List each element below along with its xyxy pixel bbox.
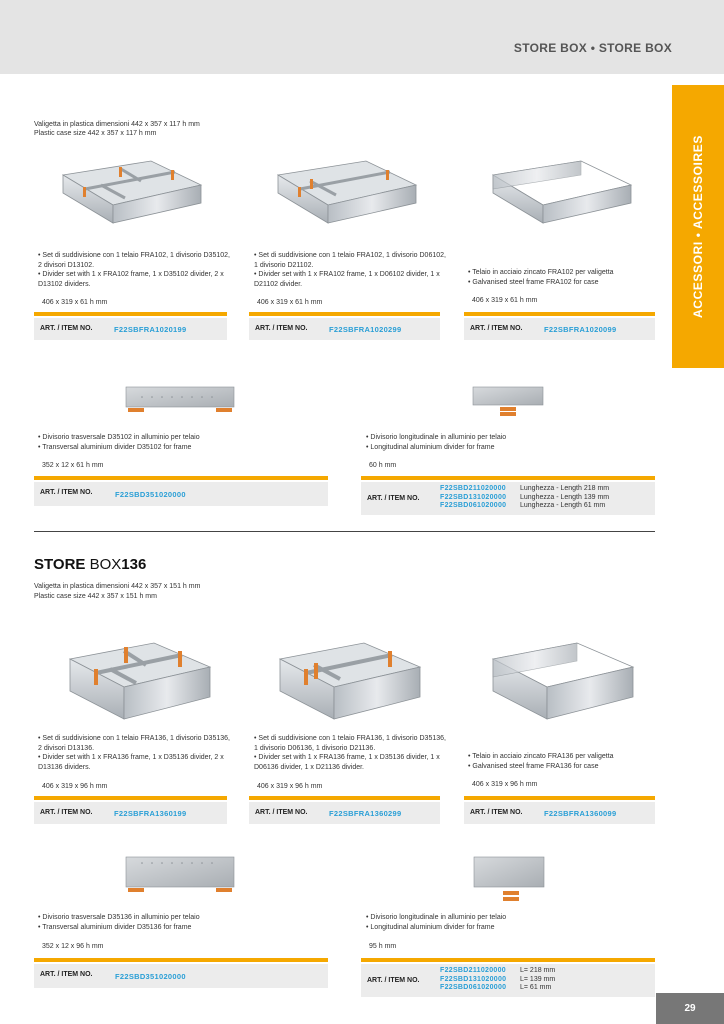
accent-bar bbox=[249, 312, 440, 316]
product-description: • Set di suddivisione con 1 telaio FRA102, 1 divisorio D35102, 2 divisori D13102. • Divider set with 1 x FRA102 frame, 1 x D35102 divider, 2 x D13102 dividers. bbox=[38, 251, 233, 289]
item-code-link[interactable]: F22SBD061020000 bbox=[440, 984, 507, 991]
case-size-it: Valigetta in plastica dimensioni 442 x 357 x 151 h mm bbox=[34, 583, 201, 590]
item-number-box bbox=[464, 802, 655, 824]
item-label: ART. / ITEM NO. bbox=[470, 325, 523, 332]
item-number-box bbox=[34, 318, 227, 340]
divider-set-photo bbox=[62, 635, 217, 725]
item-number-box bbox=[361, 964, 655, 997]
item-code-link[interactable]: F22SBFRA1020099 bbox=[544, 325, 617, 334]
item-code-list bbox=[440, 485, 609, 511]
item-code-link[interactable]: F22SBD061020000 bbox=[440, 502, 507, 509]
longitudinal-divider-photo bbox=[471, 855, 547, 905]
divider-description: • Divisorio longitudinale in alluminio per telaio • Longitudinal aluminium divider for frame bbox=[366, 433, 626, 452]
divider-description: • Divisorio trasversale D35136 in alluminio per telaio • Transversal aluminium divider D35136 for frame bbox=[38, 913, 298, 932]
item-label: ART. / ITEM NO. bbox=[40, 809, 93, 816]
page-number: 29 bbox=[656, 993, 724, 1024]
product-description: • Telaio in acciaio zincato FRA136 per valigetta • Galvanised steel frame FRA136 for case bbox=[468, 752, 658, 771]
case-size-en: Plastic case size 442 x 357 x 117 h mm bbox=[34, 130, 157, 137]
item-label: ART. / ITEM NO. bbox=[40, 489, 93, 496]
item-label: ART. / ITEM NO. bbox=[40, 325, 93, 332]
section-divider bbox=[34, 531, 655, 532]
item-label: ART. / ITEM NO. bbox=[255, 809, 308, 816]
product-description: • Set di suddivisione con 1 telaio FRA136, 1 divisorio D35136, 2 divisori D13136. • Divider set with 1 x FRA136 frame, 1 x D35136 divider, 2 x D13136 dividers. bbox=[38, 734, 233, 772]
item-code-link[interactable]: F22SBD131020000 bbox=[440, 493, 507, 501]
item-label: ART. / ITEM NO. bbox=[40, 971, 93, 978]
item-label: ART. / ITEM NO. bbox=[470, 809, 523, 816]
divider-description: • Divisorio longitudinale in alluminio per telaio • Longitudinal aluminium divider for frame bbox=[366, 913, 626, 932]
accent-bar bbox=[34, 476, 328, 480]
accent-bar bbox=[464, 312, 655, 316]
item-number-box bbox=[34, 802, 227, 824]
item-code-link[interactable]: F22SBFRA1360199 bbox=[114, 809, 187, 818]
item-code-link[interactable]: F22SBFRA1360099 bbox=[544, 809, 617, 818]
section-side-tab bbox=[672, 85, 724, 368]
item-code-row: F22SBD061020000 L= 61 mm bbox=[440, 984, 552, 991]
transversal-divider-photo bbox=[122, 383, 238, 419]
product-dimensions: 406 x 319 x 61 h mm bbox=[42, 299, 108, 306]
accent-bar bbox=[464, 796, 655, 800]
item-code-row: F22SBD131020000 Lunghezza - Length 139 mm bbox=[440, 493, 610, 501]
item-number-box bbox=[464, 318, 655, 340]
divider-set-photo bbox=[270, 153, 420, 233]
case-size-en: Plastic case size 442 x 357 x 151 h mm bbox=[34, 593, 157, 600]
item-code-row: F22SBD211020000 L= 218 mm bbox=[440, 967, 556, 974]
item-label: ART. / ITEM NO. bbox=[255, 325, 308, 332]
item-code-link[interactable]: F22SBD211020000 bbox=[440, 485, 506, 492]
accent-bar bbox=[361, 958, 655, 962]
product-dimensions: 406 x 319 x 96 h mm bbox=[257, 783, 323, 790]
product-dimensions: 406 x 319 x 96 h mm bbox=[42, 783, 108, 790]
item-number-box bbox=[34, 964, 328, 988]
item-code-link[interactable]: F22SBD131020000 bbox=[440, 975, 507, 983]
divider-dimensions: 60 h mm bbox=[369, 462, 397, 469]
divider-set-photo bbox=[272, 635, 427, 725]
product-description: • Telaio in acciaio zincato FRA102 per valigetta • Galvanised steel frame FRA102 for case bbox=[468, 268, 658, 287]
item-number-box bbox=[249, 318, 440, 340]
transversal-divider-photo bbox=[122, 853, 238, 901]
item-number-box bbox=[249, 802, 440, 824]
divider-description: • Divisorio trasversale D35102 in alluminio per telaio • Transversal aluminium divider D35102 for frame bbox=[38, 433, 298, 452]
item-code-link[interactable]: F22SBFRA1360299 bbox=[329, 809, 402, 818]
item-code-link[interactable]: F22SBFRA1020199 bbox=[114, 325, 187, 334]
accent-bar bbox=[34, 312, 227, 316]
item-number-box bbox=[361, 482, 655, 515]
item-code-list bbox=[440, 967, 555, 993]
case-size-it: Valigetta in plastica dimensioni 442 x 357 x 117 h mm bbox=[34, 121, 200, 128]
accent-bar bbox=[34, 796, 227, 800]
page-header bbox=[0, 0, 724, 74]
item-code-link[interactable]: F22SBD351020000 bbox=[115, 490, 186, 499]
accent-bar bbox=[34, 958, 328, 962]
divider-set-photo bbox=[55, 153, 205, 233]
item-number-box bbox=[34, 482, 328, 506]
divider-dimensions: 352 x 12 x 61 h mm bbox=[42, 462, 104, 469]
item-code-link[interactable]: F22SBFRA1020299 bbox=[329, 325, 402, 334]
accent-bar bbox=[361, 476, 655, 480]
product-dimensions: 406 x 319 x 61 h mm bbox=[472, 297, 538, 304]
header-title: STORE BOX • STORE BOX bbox=[513, 41, 672, 55]
item-code-row: F22SBD131020000 L= 139 mm bbox=[440, 975, 556, 983]
product-description: • Set di suddivisione con 1 telaio FRA102, 1 divisorio D06102, 1 divisorio D21102. • Divider set with 1 x FRA102 frame, 1 x D06102 divider, 1 x D21102 divider. bbox=[254, 251, 449, 289]
frame-photo bbox=[485, 635, 640, 725]
divider-dimensions: 352 x 12 x 96 h mm bbox=[42, 943, 104, 950]
accent-bar bbox=[249, 796, 440, 800]
product-dimensions: 406 x 319 x 61 h mm bbox=[257, 299, 323, 306]
section-title: STORE BOX136 bbox=[34, 556, 147, 573]
item-label: ART. / ITEM NO. bbox=[367, 977, 420, 984]
item-code-row: F22SBD061020000 Lunghezza - Length 61 mm bbox=[440, 502, 606, 509]
longitudinal-divider-photo bbox=[470, 383, 546, 419]
item-code-link[interactable]: F22SBD351020000 bbox=[115, 972, 186, 981]
item-code-link[interactable]: F22SBD211020000 bbox=[440, 967, 506, 974]
divider-dimensions: 95 h mm bbox=[369, 943, 397, 950]
frame-photo bbox=[485, 153, 635, 233]
item-code-row: F22SBD211020000 Lunghezza - Length 218 mm bbox=[440, 485, 610, 492]
item-label: ART. / ITEM NO. bbox=[367, 495, 420, 502]
product-description: • Set di suddivisione con 1 telaio FRA136, 1 divisorio D35136, 1 divisorio D06136, 1 divisorio D21136. • Divider set with 1 x FRA136 frame, 1 x D35136 divider, 1 x D06136 divider, 1 x D21136 divider. bbox=[254, 734, 449, 772]
product-dimensions: 406 x 319 x 96 h mm bbox=[472, 781, 538, 788]
side-tab-label: ACCESSORI • ACCESSOIRES bbox=[691, 135, 705, 318]
